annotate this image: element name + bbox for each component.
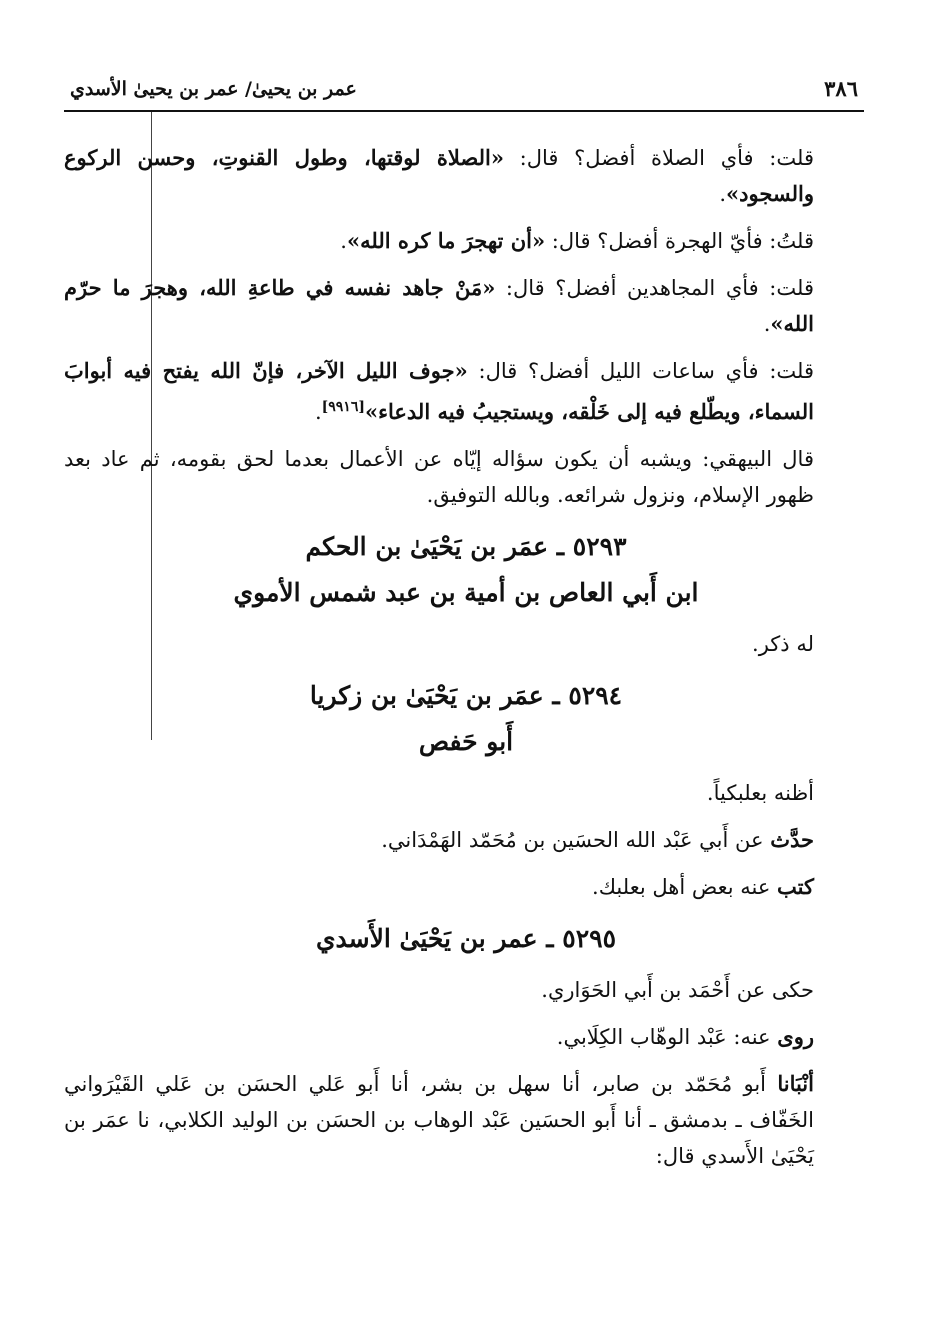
- entry-line: [64, 626, 868, 662]
- entry-title-line: ٥٢٩٥ ـ عمر بن يَحْيَىٰ الأَسدي: [315, 924, 617, 953]
- entry-title-line: أَبو حَفص: [418, 727, 514, 756]
- page-body: [64, 140, 868, 1185]
- entry-title: [64, 524, 868, 616]
- paragraph-tail: .: [340, 229, 347, 253]
- entry-title-line: ٥٢٩٤ ـ عمَر بن يَحْيَىٰ بن زكريا: [309, 681, 623, 710]
- entry-line: [64, 1019, 868, 1055]
- running-title: عمر بن يحيىٰ/ عمر بن يحيىٰ الأسدي: [70, 78, 357, 100]
- paragraph-lead: قلت: فأي ساعات الليل أفضل؟ قال:: [467, 359, 815, 383]
- paragraph-lead: قال البيهقي: ويشبه أن يكون سؤاله إيّاه عن الأعمال بعدما لحق بقومه، ثم عاد بعد ظهور الإسلام، ونزول شرائعه. وبالله التوفيق.: [64, 447, 814, 507]
- paragraph-tail: .: [763, 312, 771, 336]
- entry-text: أَبو مُحَمّد بن صابر، أنا سهل بن بشر، أنا أَبو عَلي الحسَن بن عَلي القَيْرَواني الخَفّاف ـ بدمشق ـ أنا أَبو الحسَين عَبْد الوهاب بن الحسَن بن الوليد الكلابي، نا عمَر بن يَحْيَىٰ الأَسدي قال:: [64, 1072, 814, 1168]
- page-number: ٣٨٦: [824, 76, 858, 101]
- entry-text: عنه: عَبْد الوهّاب الكِلَابي.: [556, 1025, 778, 1049]
- hadith-quote: «مَنْ جاهد نفسه في طاعةِ الله، وهجرَ ما حرّم الله»: [64, 275, 814, 336]
- hadith-quote: «جوف الليل الآخر، فإنّ الله يفتح فيه أبوابَ السماء، ويطّلع فيه إلى خَلْقه، ويستجيبُ فيه الدعاء»: [64, 358, 814, 424]
- paragraph-lead: قلت: فأي المجاهدين أفضل؟ قال:: [495, 276, 814, 300]
- entry-text: له ذكر.: [752, 632, 814, 656]
- hadith-quote: «أن تهجرَ ما كره الله»: [346, 228, 546, 253]
- entry-line: [64, 869, 868, 905]
- entry-keyword: كتب: [777, 874, 814, 899]
- paragraph-tail: .: [314, 400, 322, 424]
- page-header: [64, 76, 864, 112]
- entry-title-line: ابن أَبي العاص بن أمية بن عبد شمس الأموي: [233, 578, 699, 607]
- paragraph-lead: قلت: فأي الصلاة أفضل؟ قال:: [503, 146, 814, 170]
- entry-line: [64, 1066, 868, 1174]
- entry-text: أظنه بعلبكياً.: [706, 781, 814, 805]
- paragraph-tail: .: [719, 182, 726, 206]
- entry-text: عنه بعض أهل بعلبك.: [592, 875, 778, 899]
- entry-line: [64, 972, 868, 1008]
- paragraph: [64, 441, 868, 513]
- entry-text: عن أَبي عَبْد الله الحسَين بن مُحَمّد الهَمْدَاني.: [381, 828, 771, 852]
- paragraph-lead: قلتُ: فأيّ الهجرة أفضل؟ قال:: [545, 229, 814, 253]
- hadith-quote: «الصلاة لوقتها، وطول القنوتِ، وحسن الركوع والسجود»: [64, 145, 814, 206]
- paragraph: [64, 223, 868, 259]
- paragraph: [64, 270, 868, 342]
- entry-title: [64, 673, 868, 765]
- entry-keyword: روى: [777, 1024, 814, 1049]
- entry-keyword: حدَّث: [770, 827, 814, 852]
- paragraph: [64, 140, 868, 212]
- entry-line: [64, 775, 868, 811]
- entry-title-line: ٥٢٩٣ ـ عمَر بن يَحْيَىٰ بن الحكم: [305, 532, 627, 561]
- entry-line: [64, 822, 868, 858]
- paragraph: [64, 353, 868, 430]
- entry-title: [64, 916, 868, 962]
- entry-keyword: أنْبَانا: [777, 1071, 814, 1096]
- footnote-ref: [٩٩١٦]: [321, 399, 365, 415]
- entry-text: حكى عن أَحْمَد بن أَبي الحَوَاري.: [541, 978, 814, 1002]
